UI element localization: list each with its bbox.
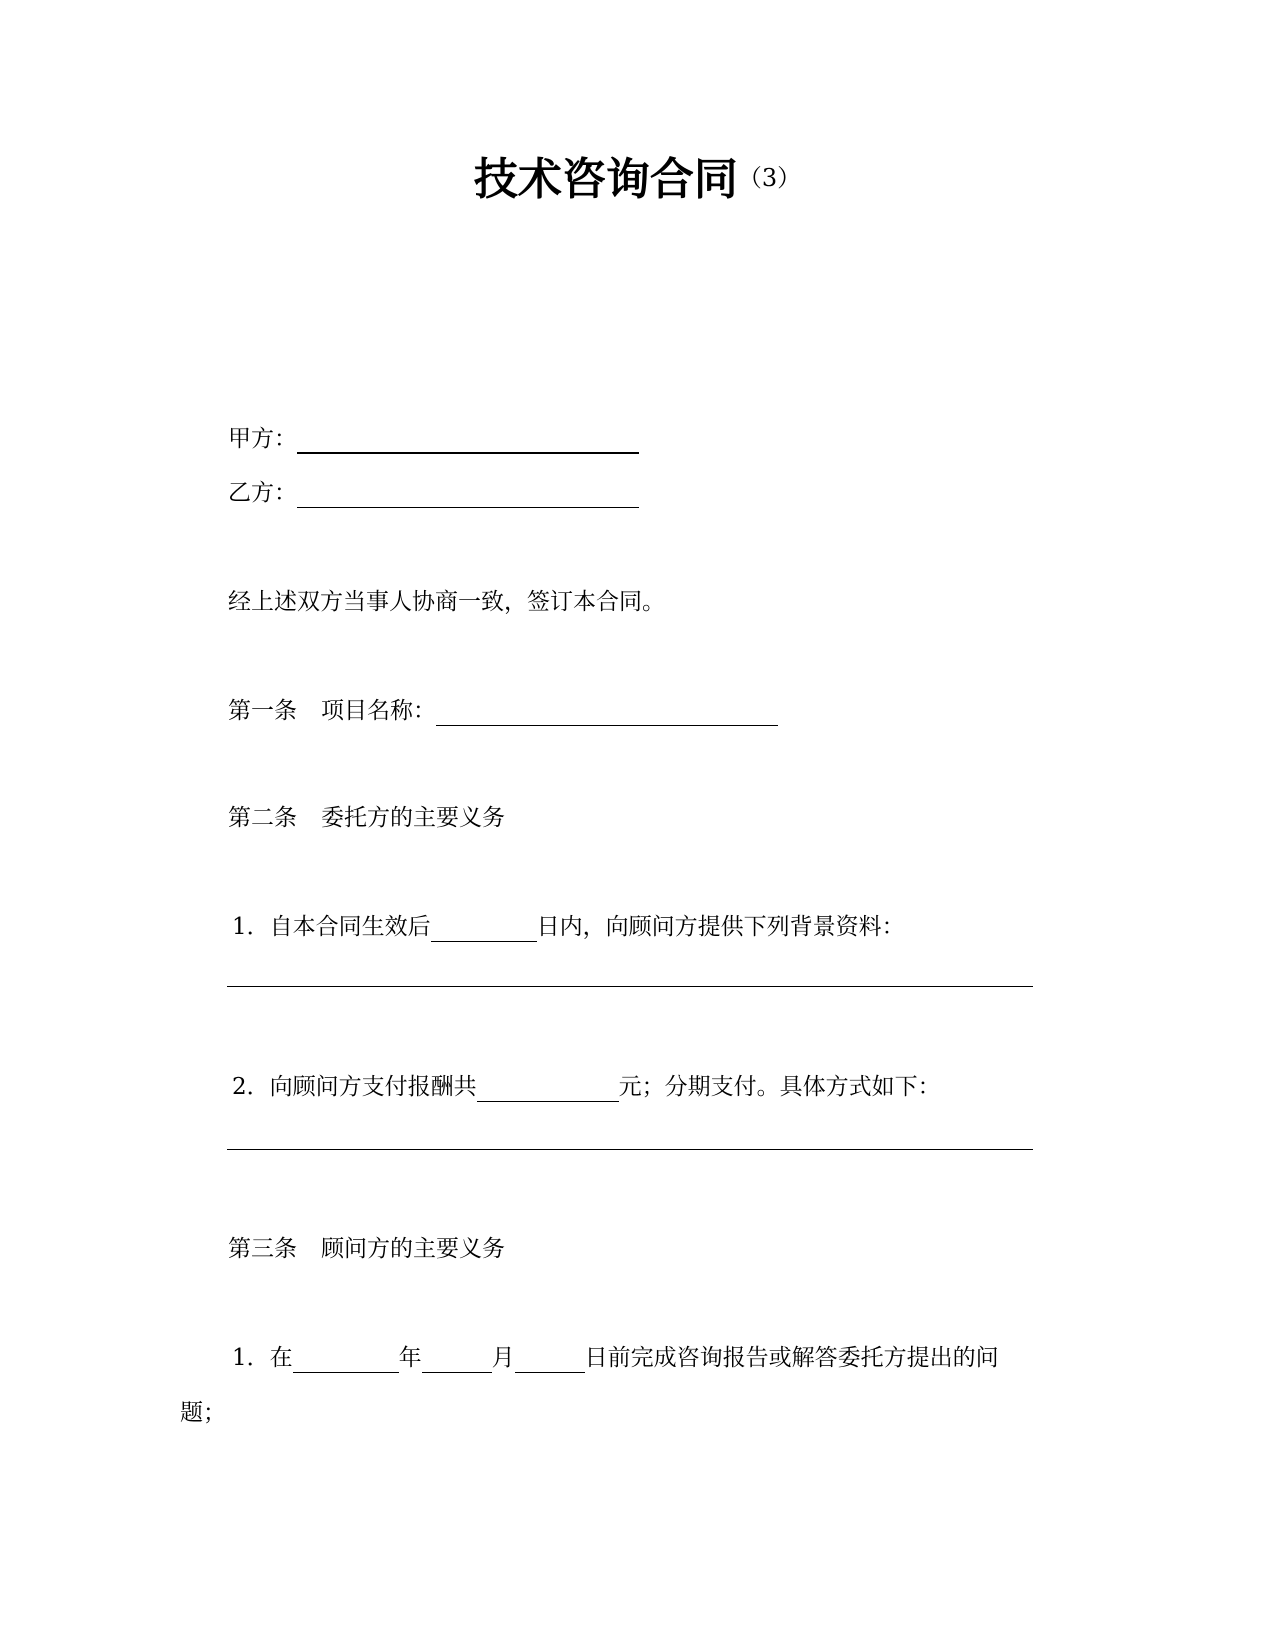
party-a-row bbox=[228, 428, 639, 454]
party-a-blank[interactable] bbox=[297, 428, 639, 454]
document-title bbox=[0, 154, 1275, 205]
article-2-heading: 委托方的主要义务 bbox=[321, 805, 505, 831]
article-3-item-1 bbox=[232, 1347, 999, 1373]
article-1-text: 项目名称： bbox=[321, 698, 436, 724]
project-name-blank[interactable] bbox=[436, 701, 778, 726]
payment-method-blank[interactable] bbox=[227, 1149, 1033, 1150]
year-blank[interactable] bbox=[293, 1348, 399, 1373]
article-2-number: 第二条 bbox=[228, 805, 297, 831]
article-2-item-1-prefix: 1．自本合同生效后 bbox=[232, 914, 431, 940]
article-3-item-1-wrap: 题； bbox=[180, 1400, 226, 1426]
title-text: 技术咨询合同 bbox=[473, 154, 738, 205]
title-suffix: （3） bbox=[737, 164, 802, 192]
year-label: 年 bbox=[398, 1345, 422, 1371]
day-blank[interactable] bbox=[515, 1348, 585, 1373]
days-blank[interactable] bbox=[431, 917, 537, 942]
article-2-item-2-prefix: 2．向顾问方支付报酬共 bbox=[232, 1074, 477, 1100]
article-3-item-1-rest: 日前完成咨询报告或解答委托方提出的问 bbox=[584, 1345, 999, 1371]
background-materials-blank[interactable] bbox=[227, 986, 1033, 987]
month-blank[interactable] bbox=[422, 1348, 492, 1373]
article-3-heading-row bbox=[228, 1238, 505, 1261]
article-1-number: 第一条 bbox=[228, 698, 297, 724]
article-2-heading-row bbox=[228, 807, 505, 830]
party-a-label: 甲方： bbox=[228, 426, 297, 452]
intro-paragraph: 经上述双方当事人协商一致，签订本合同。 bbox=[228, 589, 665, 615]
party-b-row bbox=[228, 482, 639, 508]
article-3-heading: 顾问方的主要义务 bbox=[321, 1236, 505, 1262]
remuneration-blank[interactable] bbox=[477, 1077, 619, 1102]
article-2-item-2-suffix: 元；分期支付。具体方式如下： bbox=[618, 1074, 941, 1100]
party-b-label: 乙方： bbox=[228, 480, 297, 506]
article-1-row bbox=[228, 700, 778, 726]
article-2-item-2 bbox=[232, 1076, 941, 1102]
article-3-number: 第三条 bbox=[228, 1236, 297, 1262]
article-3-item-1-prefix: 1．在 bbox=[232, 1345, 293, 1371]
month-label: 月 bbox=[491, 1345, 515, 1371]
article-2-item-1 bbox=[232, 916, 905, 942]
article-2-item-1-suffix: 日内，向顾问方提供下列背景资料： bbox=[536, 914, 905, 940]
party-b-blank[interactable] bbox=[297, 483, 639, 508]
